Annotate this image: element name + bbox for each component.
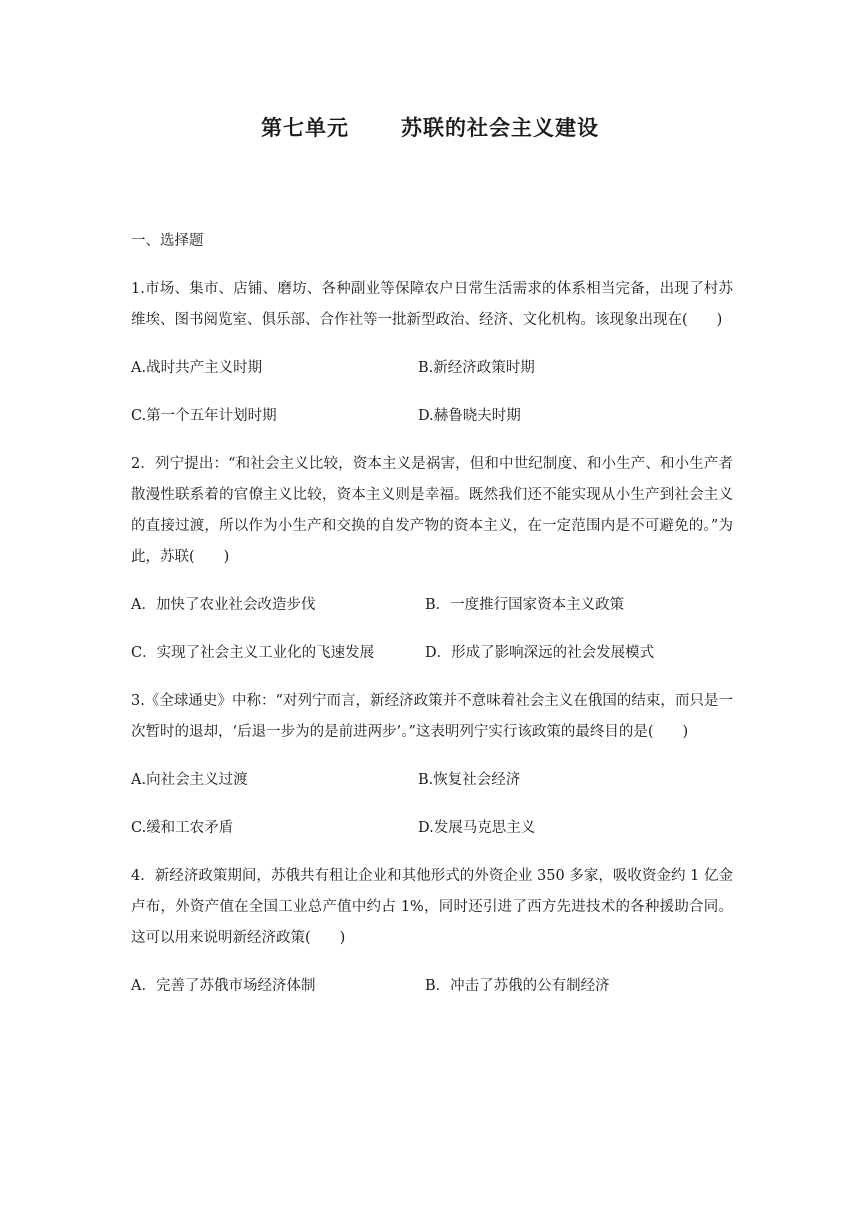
question-2-options-row-1 [131, 590, 733, 621]
question-3-option-d: D.发展马克思主义 [418, 820, 536, 836]
question-1-options-row-2 [131, 401, 733, 432]
question-2-option-d: D．形成了影响深远的社会发展模式 [425, 645, 655, 661]
question-list [131, 226, 733, 1019]
question-3-options-row-2 [131, 813, 733, 844]
question-3-option-b: B.恢复社会经济 [418, 772, 521, 788]
question-1-options-row-1 [131, 353, 733, 384]
question-3-option-c: C.缓和工农矛盾 [131, 820, 234, 836]
question-4-option-a: A．完善了苏俄市场经济体制 [131, 978, 316, 994]
question-1-option-d: D.赫鲁晓夫时期 [418, 408, 521, 424]
page-title [0, 112, 860, 142]
question-2-option-c: C．实现了社会主义工业化的飞速发展 [131, 645, 375, 661]
question-1-option-b: B.新经济政策时期 [418, 360, 535, 376]
question-3-options-row-1 [131, 765, 733, 796]
question-1-stem: 1.市场、集市、店铺、磨坊、各种副业等保障农户日常生活需求的体系相当完备，出现了村苏维埃、图书阅览室、俱乐部、合作社等一批新型政治、经济、文化机构。该现象出现在( ) [131, 281, 733, 328]
question-4-options-row-1 [131, 971, 733, 1002]
question-3-stem: 3.《全球通史》中称：“对列宁而言，新经济政策并不意味着社会主义在俄国的结束，而只是一次暂时的退却，‘后退一步为的是前进两步’。”这表明列宁实行该政策的最终目的是( ) [131, 693, 733, 740]
question-2-option-a: A．加快了农业社会改造步伐 [131, 597, 316, 613]
unit-label: 第七单元 [261, 116, 349, 140]
question-2-stem: 2．列宁提出：“和社会主义比较，资本主义是祸害，但和中世纪制度、和小生产、和小生产者散漫性联系着的官僚主义比较，资本主义则是幸福。既然我们还不能实现从小生产到社会主义的直接过渡，所以作为小生产和交换的自发产物的资本主义，在一定范围内是不可避免的。”为此，苏联( ) [131, 456, 733, 565]
question-1-option-c: C.第一个五年计划时期 [131, 408, 277, 424]
unit-topic: 苏联的社会主义建设 [401, 116, 599, 140]
question-4-option-b: B．冲击了苏俄的公有制经济 [425, 978, 610, 994]
question-2-options-row-2 [131, 638, 733, 669]
question-4-stem: 4．新经济政策期间，苏俄共有租让企业和其他形式的外资企业 350 多家，吸收资金约 1 亿金卢布，外资产值在全国工业总产值中约占 1%，同时还引进了西方先进技术的各种援助合同。这可以用来说明新经济政策( ) [131, 868, 733, 946]
question-2-option-b: B．一度推行国家资本主义政策 [425, 597, 625, 613]
section-heading: 一、选择题 [131, 233, 204, 249]
question-1-option-a: A.战时共产主义时期 [131, 360, 263, 376]
question-3-option-a: A.向社会主义过渡 [131, 772, 248, 788]
